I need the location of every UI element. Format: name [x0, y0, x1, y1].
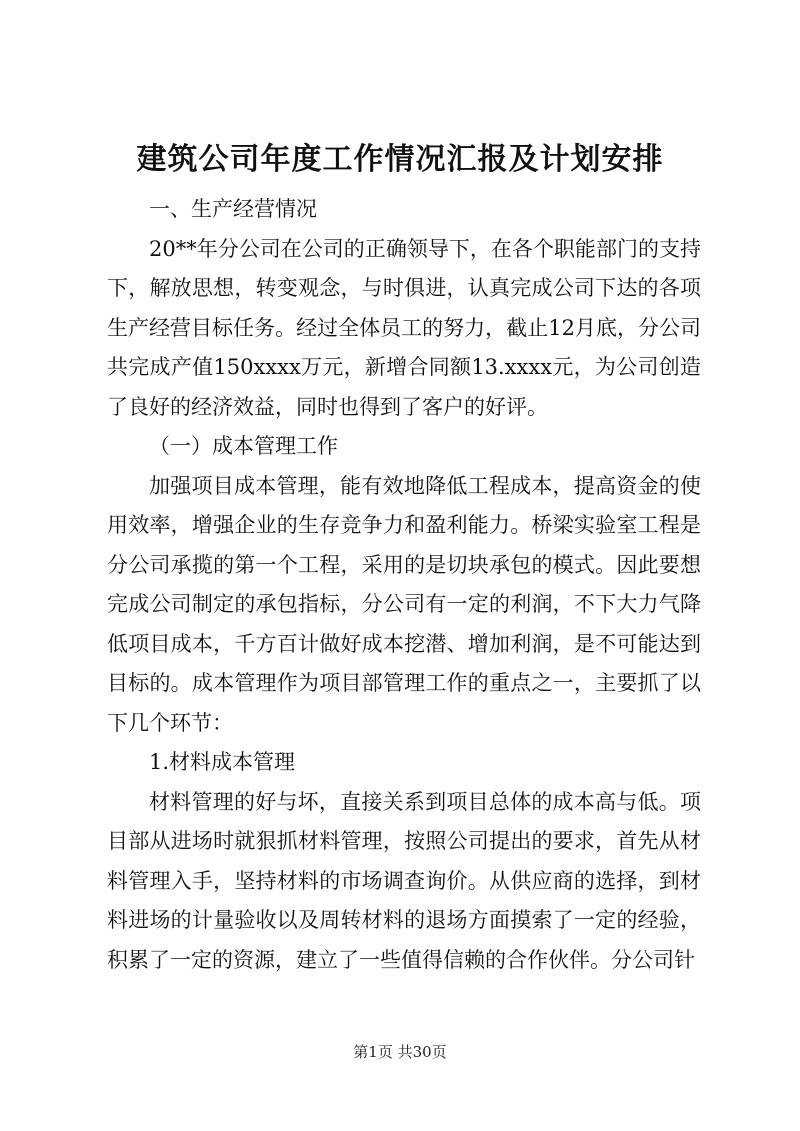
document-body: [107, 190, 701, 980]
subsection-heading-cost-management: （一）成本管理工作: [149, 434, 338, 458]
paragraph-cost-management: 加强项目成本管理，能有效地降低工程成本，提高资金的使用效率，增强企业的生存竞争力和盈利能力。桥梁实验室工程是分公司承揽的第一个工程，采用的是切块承包的模式。因此要想完成公司制定的承包指标，分公司有一定的利润，不下大力气降低项目成本，千方百计做好成本挖潜、增加利润，是不可能达到目标的。成本管理作为项目部管理工作的重点之一，主要抓了以下几个环节：: [107, 473, 701, 735]
item-heading-material-cost: 1.材料成本管理: [149, 750, 296, 774]
paragraph-production-summary: 20**年分公司在公司的正确领导下，在各个职能部门的支持下，解放思想，转变观念，与时俱进，认真完成公司下达的各项生产经营目标任务。经过全体员工的努力，截止12月底，分公司共完成产值150xxxx万元，新增合同额13.xxxx元，为公司创造了良好的经济效益，同时也得到了客户的好评。: [107, 236, 701, 419]
section-heading-production: 一、生产经营情况: [149, 197, 317, 221]
page-footer: 第1页 共30页: [353, 1043, 447, 1061]
paragraph-material-cost: 材料管理的好与坏，直接关系到项目总体的成本高与低。项目部从进场时就狠抓材料管理，按照公司提出的要求，首先从材料管理入手，坚持材料的市场调查询价。从供应商的选择，到材料进场的计量验收以及周转材料的退场方面摸索了一定的经验，积累了一定的资源，建立了一些值得信赖的合作伙伴。分公司针: [107, 789, 701, 972]
document-title: 建筑公司年度工作情况汇报及计划安排: [136, 142, 664, 177]
